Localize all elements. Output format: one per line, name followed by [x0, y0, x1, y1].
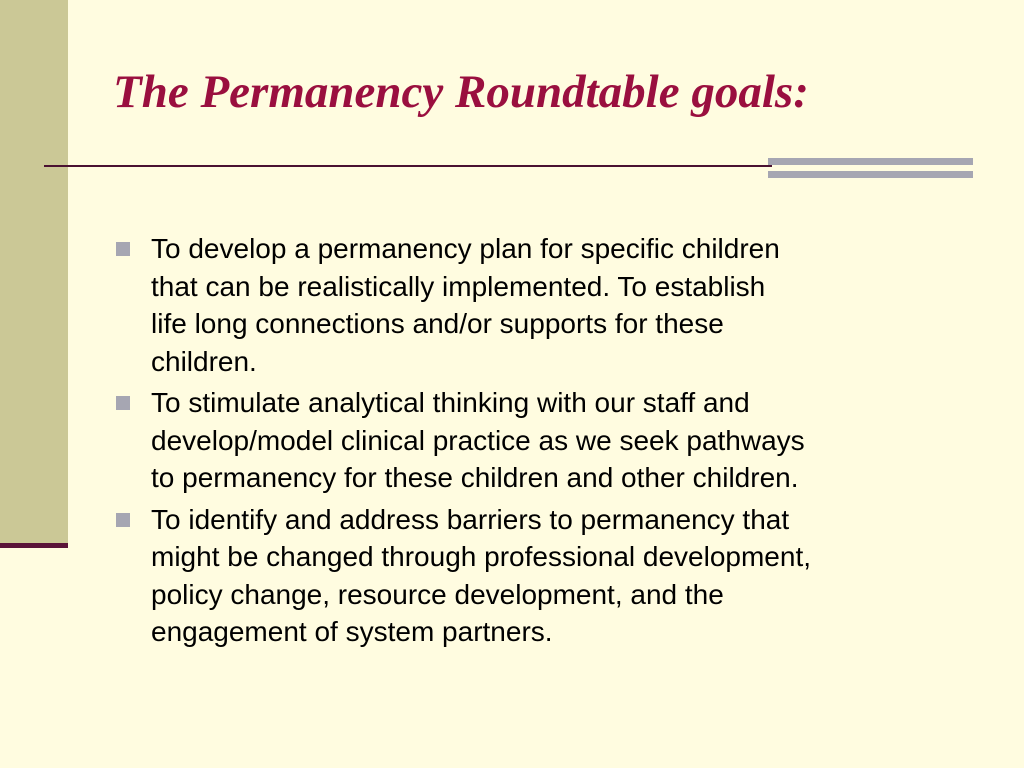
bullet-item [112, 384, 972, 497]
title-underline-rule [44, 165, 772, 167]
decorative-bar-top [768, 158, 973, 165]
bullet-line: might be changed through professional development, [151, 541, 811, 572]
bullet-line: To identify and address barriers to permanency that [151, 503, 790, 535]
bullet-item [112, 501, 972, 651]
bullet-line: to permanency for these children and other children. [151, 462, 799, 493]
bullet-line: develop/model clinical practice as we seek pathways [151, 424, 805, 456]
bullet-line: policy change, resource development, and the [151, 578, 724, 610]
square-bullet-icon [116, 396, 130, 410]
square-bullet-icon [116, 513, 130, 527]
slide-title: The Permanency Roundtable goals: [113, 66, 809, 118]
decorative-bar-bottom [768, 171, 973, 178]
left-decorative-band [0, 0, 68, 546]
bullet-line: life long connections and/or supports for these [151, 308, 724, 339]
bullet-line: that can be realistically implemented. To establish [151, 270, 766, 302]
bullet-text [151, 501, 972, 651]
square-bullet-icon [116, 242, 130, 256]
bullet-list [112, 230, 972, 655]
bullet-line: engagement of system partners. [151, 616, 553, 647]
bullet-line: children. [151, 345, 257, 377]
bullet-line: To develop a permanency plan for specific children [151, 233, 780, 264]
bullet-line: To stimulate analytical thinking with our staff and [151, 387, 750, 418]
left-band-rule [0, 543, 68, 548]
bullet-item [112, 230, 972, 380]
bullet-text [151, 384, 972, 497]
bullet-text [151, 230, 972, 380]
